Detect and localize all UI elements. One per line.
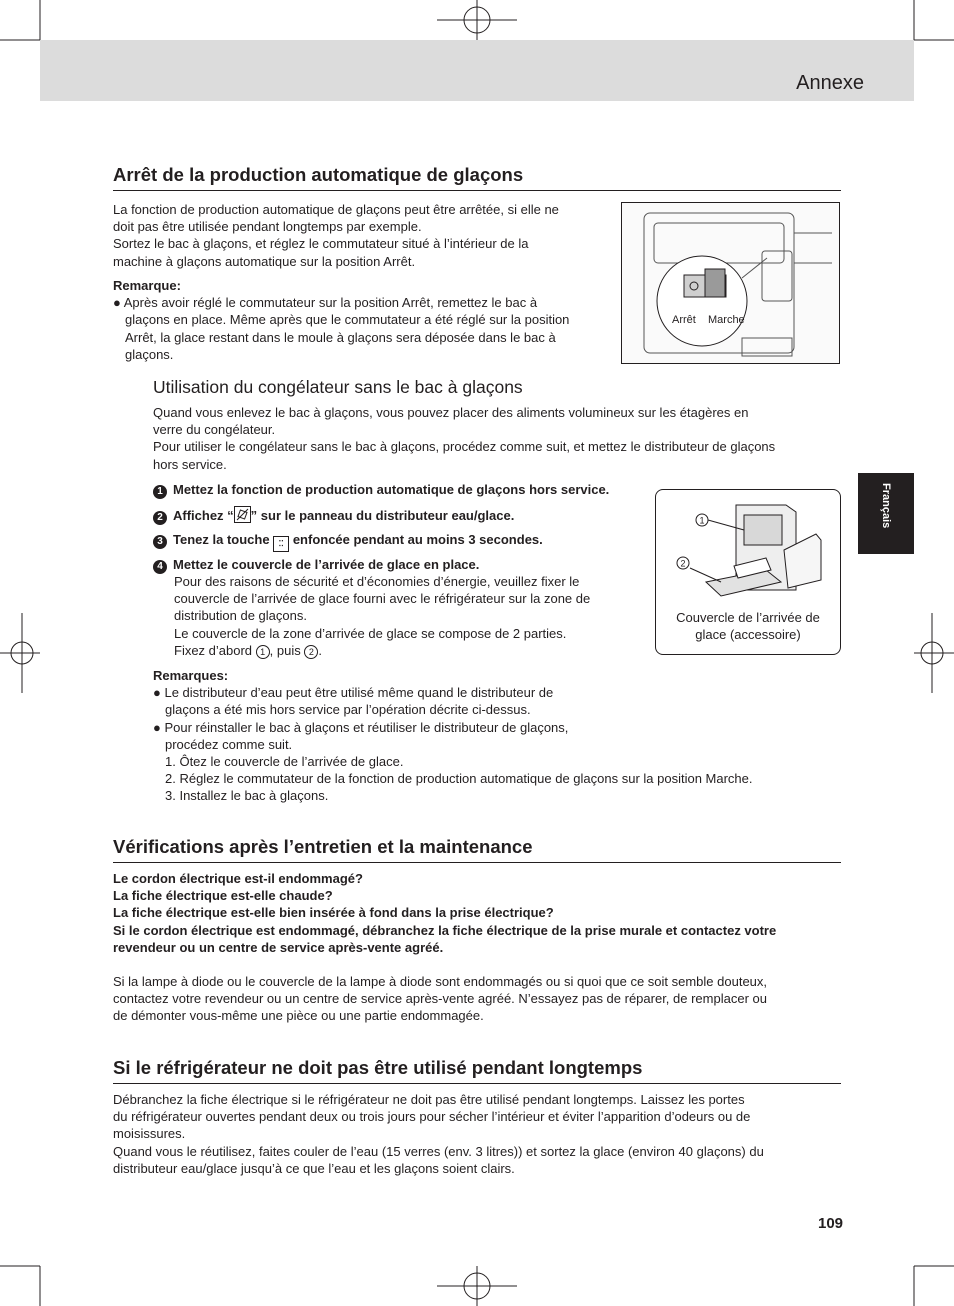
section1-paragraph — [113, 201, 618, 270]
icemaker-switch-figure — [621, 202, 840, 364]
text-line: ● Pour réinstaller le bac à glaçons et réutiliser le distributeur de glaçons, — [153, 719, 569, 735]
text-line: Si le cordon électrique est endommagé, débranchez la fiche électrique de la prise murale et contactez votre — [113, 922, 777, 938]
step-number: 4 — [153, 560, 167, 574]
text-line: 3. Installez le bac à glaçons. — [165, 788, 329, 804]
text-line: glaçons. — [125, 346, 174, 362]
section4-title: Si le réfrigérateur ne doit pas être utilisé pendant longtemps — [113, 1057, 841, 1084]
part-2-marker: 2 — [304, 645, 318, 659]
text-line: glaçons en place. Même après que le commutateur a été réglé sur la position — [125, 312, 570, 328]
language-tab — [858, 473, 914, 554]
step-text: Mettez le couvercle de l’arrivée de glace en place. — [173, 557, 480, 572]
text-line: distributeur eau/glace jusqu’à ce que l’eau et les glaçons soient clairs. — [113, 1160, 515, 1176]
text-line: ● Le distributeur d’eau peut être utilisé même quand le distributeur de — [153, 685, 554, 701]
ice-key-icon: ⁚⁚ — [273, 536, 289, 552]
text-line: procédez comme suit. — [165, 736, 293, 752]
text-fragment: , puis — [269, 642, 301, 658]
step-number: 2 — [153, 511, 167, 525]
header-title: Annexe — [796, 72, 864, 94]
ice-off-icon — [234, 506, 251, 523]
text-line: Débranchez la fiche électrique si le réfrigérateur ne doit pas être utilisé pendant longtemps. Laissez les portes — [113, 1092, 745, 1107]
text-line: La fonction de production automatique de glaçons peut être arrêtée, si elle ne — [113, 202, 559, 217]
text-line: distribution de glaçons. — [174, 608, 307, 624]
step-2 — [153, 506, 514, 525]
text-line: Si la lampe à diode ou le couvercle de la lampe à diode sont endommagés ou si quoi que ce soit semble douteux, — [113, 974, 768, 989]
section1-note — [113, 277, 618, 363]
text-line: La fiche électrique est-elle chaude? — [113, 888, 333, 904]
text-line: de démonter vous-même une pièce ou une partie endommagée. — [113, 1008, 484, 1024]
notes-label: Remarques: — [153, 668, 229, 683]
text-line: Quand vous enlevez le bac à glaçons, vous pouvez placer des aliments volumineux sur les étagères en — [153, 405, 749, 420]
header-band — [40, 40, 914, 101]
text-line: couvercle de l’arrivée de glace fourni avec le réfrigérateur sur la zone de — [174, 591, 591, 607]
switch-label-on: Marche — [708, 314, 745, 326]
text-line: hors service. — [153, 456, 227, 472]
text-line: du réfrigérateur ouvertes pendant deux ou trois jours pour sécher l’intérieur et éviter l’apparition d’odeurs ou de — [113, 1109, 751, 1125]
text-line: doit pas être utilisée pendant longtemps par exemple. — [113, 219, 422, 235]
cover-illustration — [656, 490, 840, 610]
text-line: revendeur ou un centre de service après-vente agréé. — [113, 939, 444, 955]
step-text: Mettez la fonction de production automatique de glaçons hors service. — [173, 482, 610, 497]
ice-chute-cover-figure — [655, 489, 841, 655]
step-number: 1 — [153, 485, 167, 499]
text-line: moisissures. — [113, 1126, 186, 1142]
text-line: Pour utiliser le congélateur sans le bac à glaçons, procédez comme suit, et mettez le distributeur de glaçons — [153, 439, 776, 455]
step-text: ” sur le panneau du distributeur eau/glace. — [250, 508, 515, 523]
step-text: Tenez la touche — [173, 532, 270, 547]
text-line: Quand vous le réutilisez, faites couler de l’eau (15 verres (env. 3 litres)) et sortez la glace (environ 40 glaçons) du — [113, 1143, 764, 1159]
note-label: Remarque: — [113, 278, 181, 293]
text-line: Sortez le bac à glaçons, et réglez le commutateur situé à l’intérieur de la — [113, 236, 529, 252]
page-number: 109 — [818, 1215, 844, 1232]
text-line: machine à glaçons automatique sur la position Arrêt. — [113, 253, 416, 269]
text-line: contactez votre revendeur ou un centre de service après-vente agréé. N’essayez pas de réparer, de remplacer ou — [113, 991, 767, 1007]
text-fragment: Fixez d’abord — [174, 642, 253, 658]
text-line: Pour des raisons de sécurité et d’économies d’énergie, veuillez fixer le — [174, 574, 580, 589]
section3-checklist — [113, 870, 843, 956]
text-line: 1. Ôtez le couvercle de l’arrivée de glace. — [165, 754, 404, 770]
text-line: ● Après avoir réglé le commutateur sur la position Arrêt, remettez le bac à — [113, 295, 538, 311]
text-line: Le cordon électrique est-il endommagé? — [113, 871, 363, 886]
language-tab-label: Français — [880, 483, 892, 529]
text-line — [174, 642, 644, 659]
text-fragment: . — [318, 642, 322, 658]
figure-marker-2: 2 — [680, 558, 686, 569]
part-1-marker: 1 — [256, 645, 270, 659]
step-4-detail — [174, 573, 644, 659]
step-1 — [153, 481, 609, 499]
step-text: enfoncée pendant au moins 3 secondes. — [292, 532, 543, 547]
switch-label-off: Arrêt — [672, 314, 696, 326]
section3-paragraph — [113, 973, 843, 1025]
text-line: Le couvercle de la zone d’arrivée de glace se compose de 2 parties. — [174, 625, 567, 641]
caption-line: Couvercle de l’arrivée de — [676, 610, 820, 625]
text-line: glaçons a été mis hors service par l’opération décrite ci-dessus. — [165, 702, 531, 718]
step-text: Affichez “ — [173, 508, 234, 523]
section4-paragraph — [113, 1091, 843, 1177]
section2-notes — [153, 667, 843, 805]
section2-paragraph — [153, 404, 843, 473]
section1-title: Arrêt de la production automatique de glaçons — [113, 164, 841, 191]
text-line: verre du congélateur. — [153, 422, 276, 438]
figure-caption — [656, 609, 840, 643]
step-4 — [153, 556, 479, 574]
text-line: Arrêt, la glace restant dans le moule à glaçons sera déposée dans le bac à — [125, 329, 556, 345]
figure-marker-1: 1 — [699, 515, 705, 526]
step-number: 3 — [153, 535, 167, 549]
icemaker-illustration — [622, 203, 839, 363]
section2-title: Utilisation du congélateur sans le bac à glaçons — [153, 377, 523, 397]
text-line: La fiche électrique est-elle bien insérée à fond dans la prise électrique? — [113, 905, 554, 921]
section3-title: Vérifications après l’entretien et la maintenance — [113, 836, 841, 863]
caption-line: glace (accessoire) — [695, 627, 801, 642]
step-3 — [153, 531, 543, 552]
text-line: 2. Réglez le commutateur de la fonction de production automatique de glaçons sur la position Marche. — [165, 771, 753, 787]
